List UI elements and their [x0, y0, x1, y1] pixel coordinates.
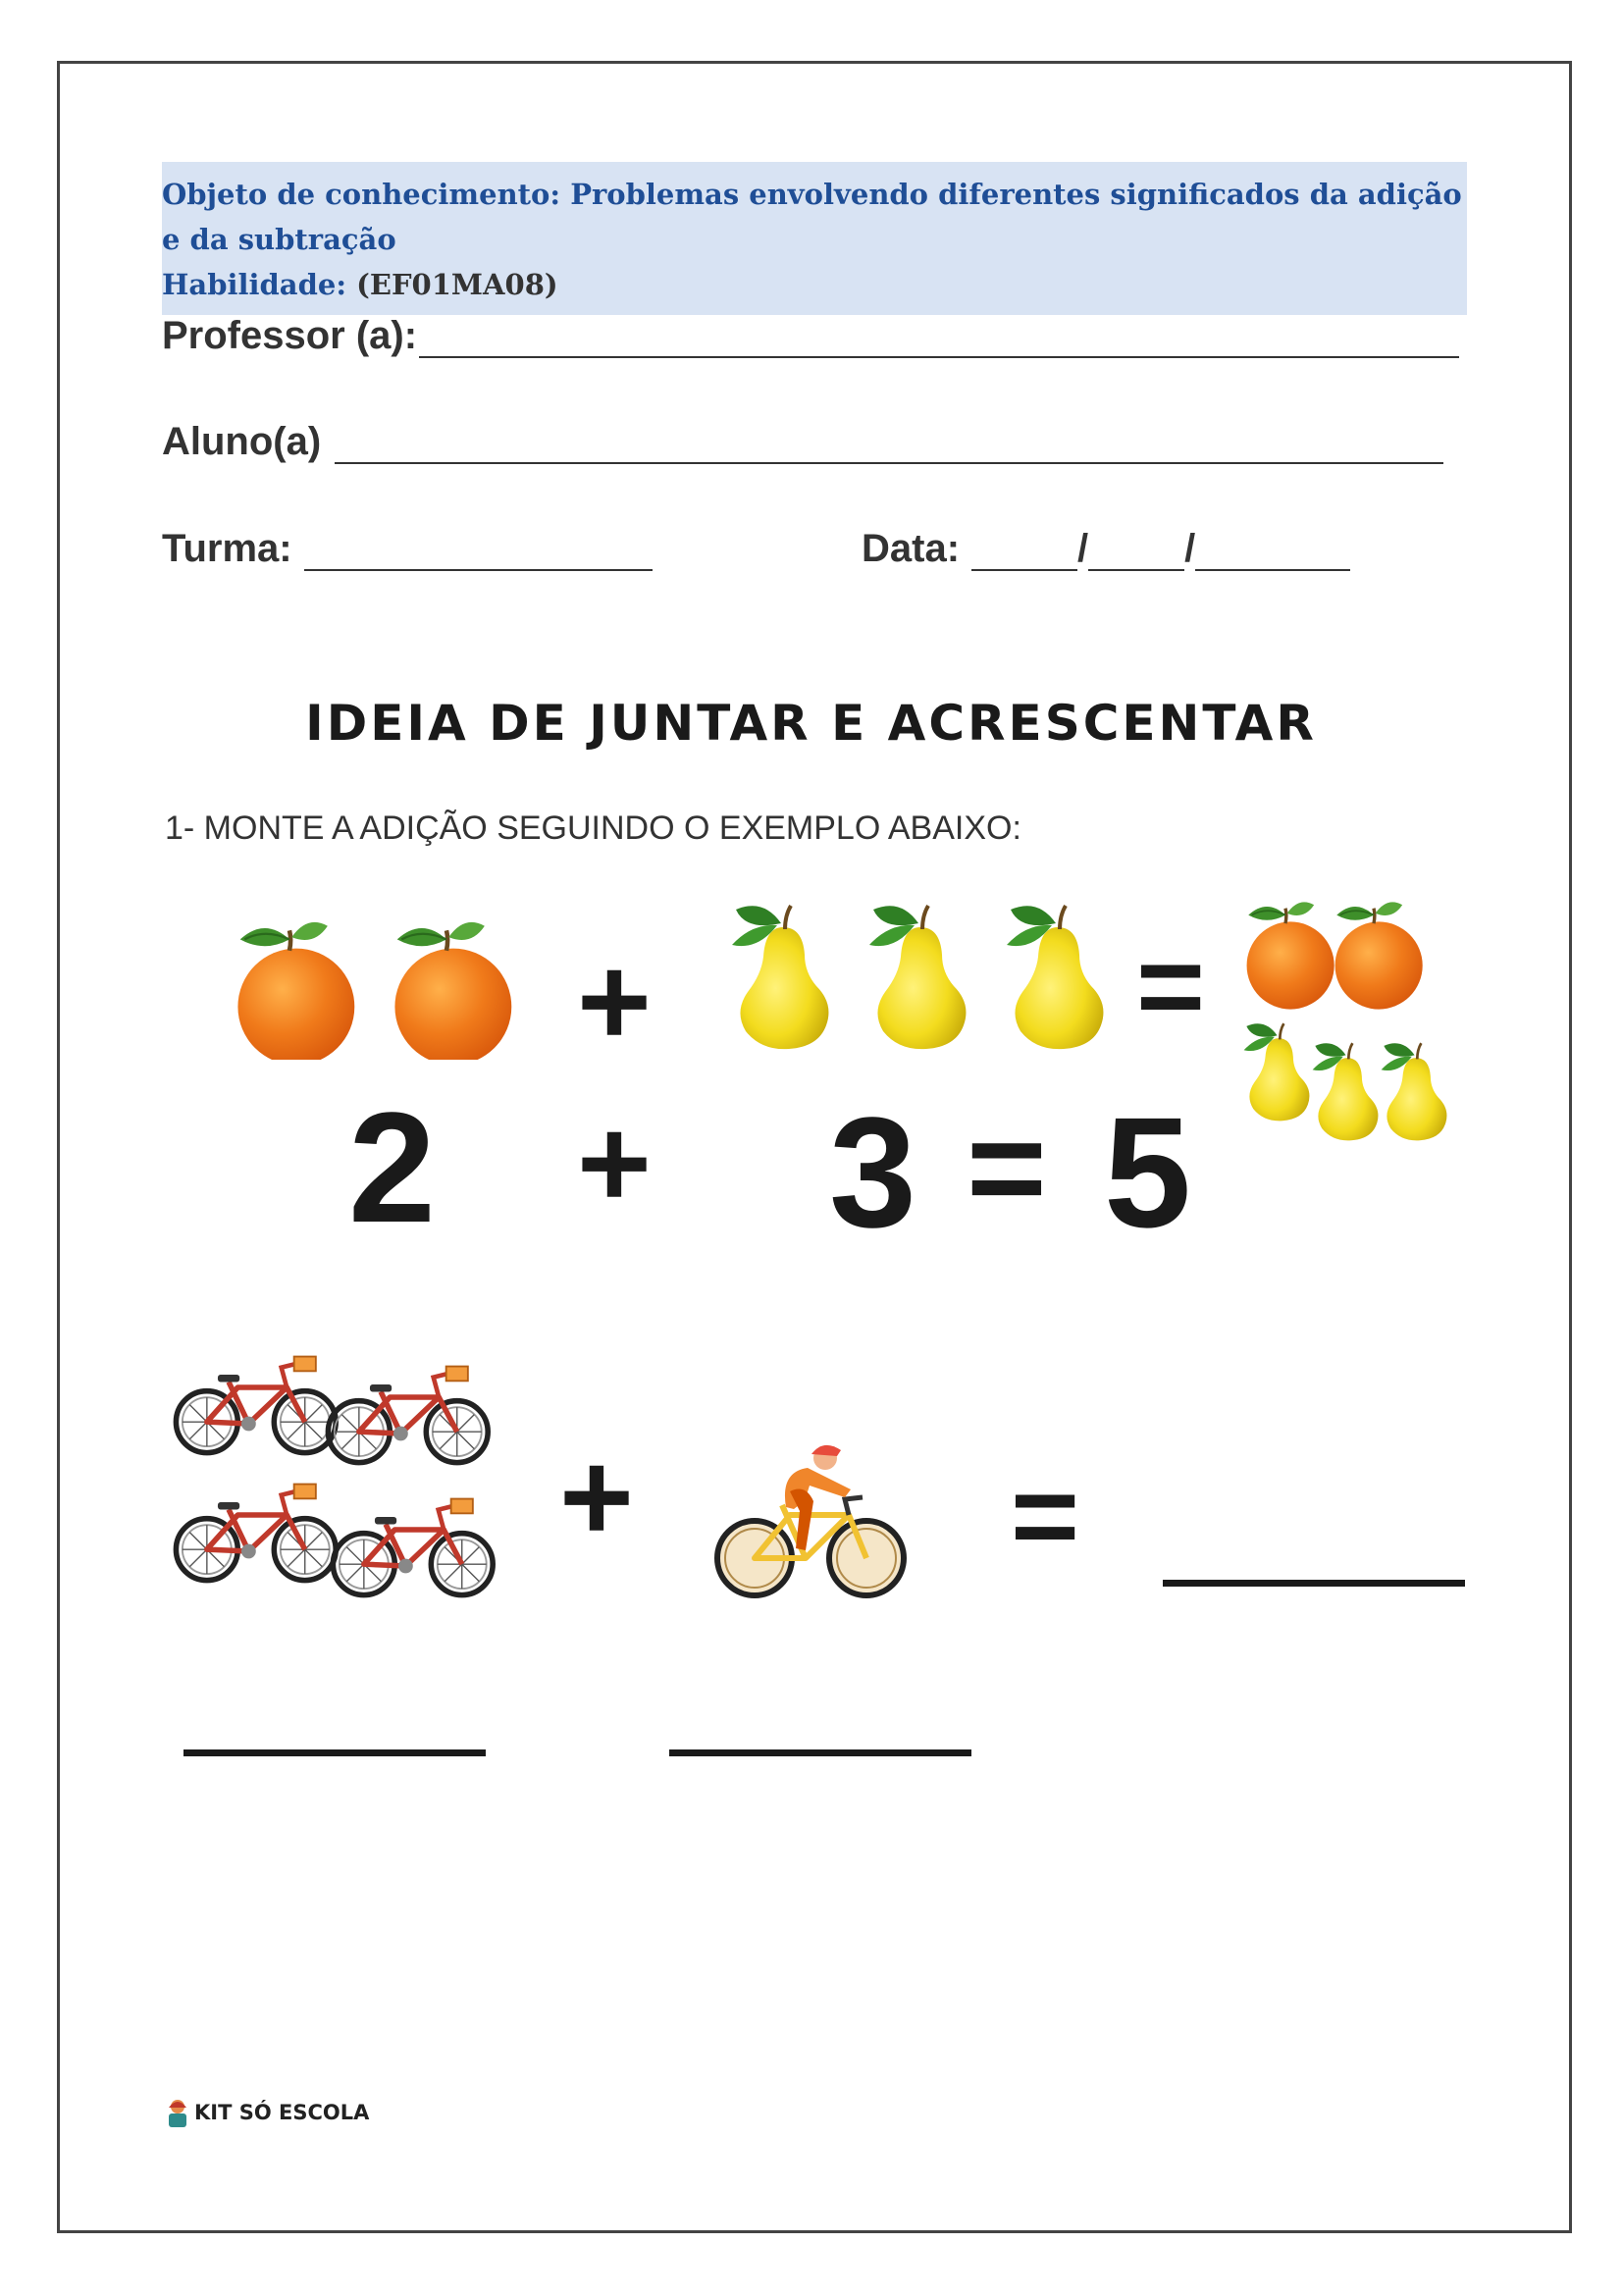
habilidade-line — [162, 262, 1467, 307]
bicycle-icon — [333, 1499, 493, 1595]
pear-icon — [1244, 1023, 1310, 1121]
aluno-label: Aluno(a) — [162, 420, 322, 463]
aluno-input-line[interactable] — [335, 429, 1443, 464]
turma-field — [162, 527, 653, 571]
brand-logo — [165, 2098, 369, 2127]
brand-text: KIT SÓ ESCOLA — [194, 2101, 370, 2124]
turma-label: Turma: — [162, 527, 292, 570]
pear-icon — [1313, 1043, 1379, 1140]
pear-icon — [869, 906, 966, 1049]
objeto-text: Objeto de conhecimento: Problemas envolvendo diferentes significados da adição e da subtração — [162, 178, 1462, 256]
example-pears — [706, 898, 1138, 1055]
exercise-bicycles — [169, 1349, 522, 1619]
data-field — [862, 527, 1350, 571]
professor-field — [162, 314, 1459, 358]
turma-input-line[interactable] — [304, 536, 653, 571]
data-day-line[interactable] — [971, 536, 1077, 571]
bicycle-icon — [176, 1357, 336, 1453]
orange-icon — [237, 922, 354, 1060]
habilidade-label: Habilidade: — [162, 268, 347, 301]
habilidade-code: (EF01MA08) — [356, 268, 558, 301]
professor-label: Professor (a): — [162, 314, 418, 357]
exercise-answer-a-line[interactable] — [183, 1749, 486, 1756]
bicycle-icon — [328, 1367, 488, 1463]
exercise-answer-result-line[interactable] — [1163, 1580, 1465, 1587]
example-number-b: 3 — [829, 1084, 916, 1260]
orange-icon — [394, 922, 511, 1060]
exercise-equals: = — [1011, 1450, 1080, 1582]
instruction-text: 1- MONTE A ADIÇÃO SEGUINDO O EXEMPLO ABAIXO: — [165, 809, 1021, 847]
example-result: 5 — [1104, 1084, 1191, 1260]
example-equals-1: = — [1136, 920, 1206, 1052]
exercise-answer-b-line[interactable] — [669, 1749, 971, 1756]
professor-input-line[interactable] — [419, 323, 1459, 358]
orange-icon — [1335, 902, 1423, 1009]
aluno-field — [162, 420, 1443, 464]
example-result-group — [1227, 895, 1472, 1150]
pear-icon — [1382, 1043, 1447, 1140]
cyclist-icon — [717, 1445, 904, 1595]
example-oranges — [211, 903, 545, 1060]
example-plus-2: + — [577, 1091, 652, 1234]
page-title: IDEIA DE JUNTAR E ACRESCENTAR — [305, 695, 1317, 752]
example-number-a: 2 — [348, 1079, 436, 1255]
data-month-line[interactable] — [1088, 536, 1184, 571]
bicycle-icon — [176, 1485, 336, 1581]
data-year-line[interactable] — [1195, 536, 1350, 571]
pear-icon — [732, 906, 828, 1049]
data-slash-2: / — [1184, 527, 1196, 570]
example-equals-2: = — [967, 1090, 1047, 1244]
header-box — [162, 162, 1467, 315]
data-label: Data: — [862, 527, 961, 570]
exercise-plus: + — [559, 1425, 634, 1568]
exercise-cyclist — [711, 1433, 908, 1609]
example-plus-1: + — [577, 929, 652, 1072]
logo-icon — [165, 2098, 190, 2127]
orange-icon — [1247, 902, 1334, 1009]
pear-icon — [1007, 906, 1103, 1049]
data-slash-1: / — [1077, 527, 1089, 570]
